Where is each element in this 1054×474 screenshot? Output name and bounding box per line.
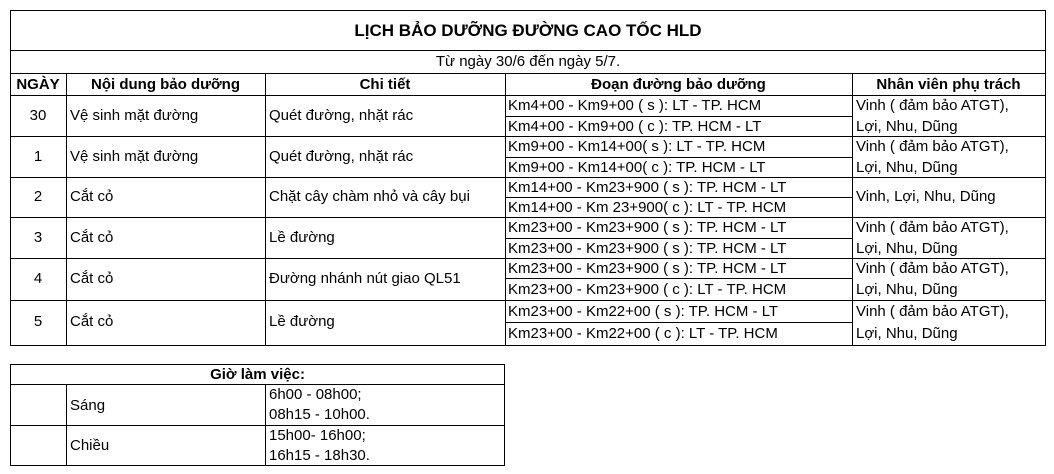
row-detail: Chặt cây chàm nhỏ và cây bụi xyxy=(269,188,470,205)
row-segment: Km23+00 - Km23+900 ( s ): TP. HCM - LT xyxy=(508,240,787,257)
header-day: NGÀY xyxy=(16,76,60,93)
header-content: Nội dung bảo dưỡng xyxy=(91,76,240,93)
row-content: Cắt cỏ xyxy=(70,188,114,205)
row-segment: Km23+00 - Km22+00 ( s ): TP. HCM - LT xyxy=(508,303,779,320)
row-day: 1 xyxy=(33,148,43,165)
row-staff: Vinh ( đảm bảo ATGT), xyxy=(856,219,1009,236)
row-content: Vệ sinh mặt đường xyxy=(70,107,199,124)
header-detail: Chi tiết xyxy=(359,76,411,93)
schedule-title: LỊCH BẢO DƯỠNG ĐƯỜNG CAO TỐC HLD xyxy=(354,21,702,40)
row-day: 5 xyxy=(33,313,43,330)
header-staff: Nhân viên phụ trách xyxy=(876,76,1021,93)
row-segment: Km9+00 - Km14+00( s ): LT - TP. HCM xyxy=(508,138,766,155)
shift-label: Chiều xyxy=(70,437,110,454)
row-content: Vệ sinh mặt đường xyxy=(70,148,199,165)
row-segment: Km4+00 - Km9+00 ( c ): TP. HCM - LT xyxy=(508,118,762,135)
row-staff: Lợi, Nhu, Dũng xyxy=(856,159,958,176)
row-detail: Đường nhánh nút giao QL51 xyxy=(269,270,461,287)
header-segment: Đoạn đường bảo dưỡng xyxy=(591,76,766,93)
row-content: Cắt cỏ xyxy=(70,313,114,330)
row-segment: Km14+00 - Km 23+900( c ): LT - TP. HCM xyxy=(508,199,787,216)
row-staff: Lợi, Nhu, Dũng xyxy=(856,281,958,298)
schedule-subtitle: Từ ngày 30/6 đến ngày 5/7. xyxy=(435,53,621,70)
shift-time: 6h00 - 08h00; xyxy=(269,386,362,403)
row-detail: Quét đường, nhặt rác xyxy=(269,107,414,124)
border-top xyxy=(10,10,1046,11)
row-segment: Km14+00 - Km23+900 ( s ): TP. HCM - LT xyxy=(508,179,787,196)
working-hours-title: Giờ làm việc: xyxy=(210,366,305,383)
row-segment: Km23+00 - Km22+00 ( c ): LT - TP. HCM xyxy=(508,325,778,342)
row-content: Cắt cỏ xyxy=(70,229,114,246)
row-staff: Vinh ( đảm bảo ATGT), xyxy=(856,303,1009,320)
row-segment: Km23+00 - Km23+900 ( c ): LT - TP. HCM xyxy=(508,281,787,298)
row-day: 3 xyxy=(33,229,43,246)
shift-time: 16h15 - 18h30. xyxy=(269,447,370,464)
row-staff: Lợi, Nhu, Dũng xyxy=(856,325,958,342)
row-segment: Km23+00 - Km23+900 ( s ): TP. HCM - LT xyxy=(508,219,787,236)
shift-time: 15h00- 16h00; xyxy=(269,427,366,444)
row-day: 4 xyxy=(33,270,43,287)
row-segment: Km4+00 - Km9+00 ( s ): LT - TP. HCM xyxy=(508,97,762,114)
row-day: 2 xyxy=(33,188,43,205)
shift-time: 08h15 - 10h00. xyxy=(269,406,370,423)
row-segment: Km9+00 - Km14+00( c ): TP. HCM - LT xyxy=(508,159,766,176)
row-detail: Quét đường, nhặt rác xyxy=(269,148,414,165)
row-staff: Vinh ( đảm bảo ATGT), xyxy=(856,138,1009,155)
row-content: Cắt cỏ xyxy=(70,270,114,287)
shift-label: Sáng xyxy=(70,397,106,414)
border-bottom xyxy=(10,345,1046,346)
row-segment: Km23+00 - Km23+900 ( s ): TP. HCM - LT xyxy=(508,260,787,277)
row-detail: Lề đường xyxy=(269,313,335,330)
row-detail: Lề đường xyxy=(269,229,335,246)
row-staff: Lợi, Nhu, Dũng xyxy=(856,240,958,257)
row-staff: Vinh ( đảm bảo ATGT), xyxy=(856,260,1009,277)
row-staff: Vinh ( đảm bảo ATGT), xyxy=(856,97,1009,114)
row-day: 30 xyxy=(29,107,47,124)
row-staff: Vinh, Lợi, Nhu, Dũng xyxy=(856,188,996,205)
row-staff: Lợi, Nhu, Dũng xyxy=(856,118,958,135)
